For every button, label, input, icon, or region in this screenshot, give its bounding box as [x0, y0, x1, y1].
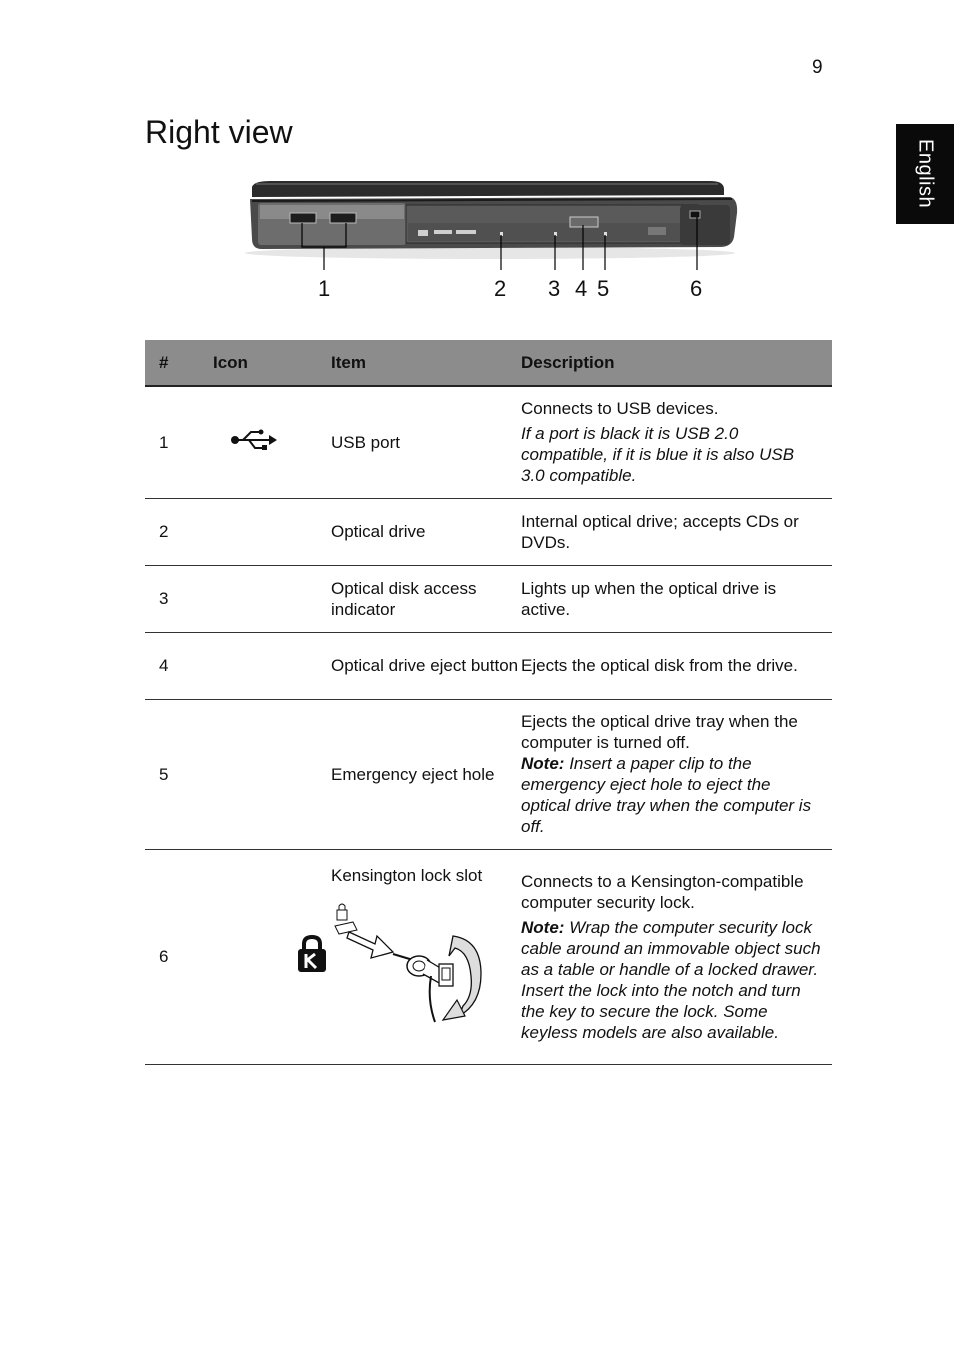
- right-view-table: [145, 340, 832, 1065]
- row-num: 4: [145, 632, 213, 699]
- note-label: Note:: [521, 917, 565, 937]
- row-description: [521, 849, 832, 1064]
- kensington-slot: [690, 211, 700, 218]
- table-row: [145, 699, 832, 849]
- usb-icon: [229, 428, 279, 452]
- row-item: Emergency eject hole: [331, 699, 521, 849]
- row-description: [521, 632, 832, 699]
- icon-cell: [213, 386, 331, 498]
- table-row: [145, 849, 832, 1064]
- description-text: Ejects the optical drive tray when the computer is turned off.: [521, 712, 798, 752]
- row-description: [521, 386, 832, 498]
- callout-5: 5: [597, 276, 610, 301]
- table-row: [145, 498, 832, 565]
- icon-cell: [213, 565, 331, 632]
- note-text: Wrap the computer security lock cable around an immovable object such as a table or handle of a locked drawer. Insert the lock into the notch and turn the key to secure the lock. Some keyless models are also available.: [521, 917, 821, 1042]
- row-description: [521, 565, 832, 632]
- header-item: Item: [331, 340, 521, 386]
- table-row: [145, 632, 832, 699]
- page-title: Right view: [145, 114, 293, 150]
- row-description: [521, 699, 832, 849]
- language-tab: [896, 124, 954, 224]
- row-item: Optical disk access indicator: [331, 565, 521, 632]
- description-text: Lights up when the optical drive is active.: [521, 578, 777, 619]
- callout-6: 6: [690, 276, 703, 301]
- icon-cell: [213, 632, 331, 699]
- row-item: Optical drive: [331, 498, 521, 565]
- header-description: Description: [521, 340, 832, 386]
- row-num: 1: [145, 386, 213, 498]
- icon-cell: [213, 849, 331, 1064]
- row-item-cell: [331, 849, 521, 1064]
- icon-cell: [213, 498, 331, 565]
- row-num: 2: [145, 498, 213, 565]
- row-item: USB port: [331, 386, 521, 498]
- row-num: 6: [145, 849, 213, 1064]
- header-num: #: [145, 340, 213, 386]
- description-text: Ejects the optical disk from the drive.: [521, 656, 798, 675]
- callout-1: 1: [318, 276, 331, 301]
- description-italic: If a port is black it is USB 2.0 compatible, if it is blue it is also USB 3.0 compatible.: [521, 424, 795, 486]
- header-icon: Icon: [213, 340, 331, 386]
- note-label: Note:: [521, 754, 565, 773]
- description-text: Internal optical drive; accepts CDs or DVDs.: [521, 511, 799, 552]
- row-num: 5: [145, 699, 213, 849]
- note-text: Insert a paper clip to the emergency eject hole to eject the optical drive tray when the computer is off.: [521, 754, 812, 836]
- kensington-lock-illustration: [331, 900, 491, 1025]
- table-row: [145, 565, 832, 632]
- usb-port-2: [330, 213, 356, 223]
- description-text: Connects to USB devices.: [521, 399, 719, 419]
- callout-4: 4: [575, 276, 588, 301]
- table-header-row: [145, 340, 832, 386]
- row-item: Optical drive eject button: [331, 632, 521, 699]
- table-row: [145, 386, 832, 498]
- page-number: 9: [812, 57, 823, 78]
- kensington-lock-icon: [295, 934, 329, 974]
- language-tab-label: English: [914, 139, 937, 209]
- row-item: Kensington lock slot: [331, 865, 483, 885]
- laptop-right-view-illustration: [240, 175, 750, 270]
- optical-drive-eject-button: [570, 217, 598, 227]
- row-num: 3: [145, 565, 213, 632]
- usb-port-1: [290, 213, 316, 223]
- callout-3: 3: [548, 276, 561, 301]
- description-text: Connects to a Kensington-compatible computer security lock.: [521, 871, 804, 912]
- icon-cell: [213, 699, 331, 849]
- row-description: [521, 498, 832, 565]
- description-note: [521, 753, 822, 837]
- callout-2: 2: [494, 276, 507, 301]
- description-note: [521, 917, 822, 1043]
